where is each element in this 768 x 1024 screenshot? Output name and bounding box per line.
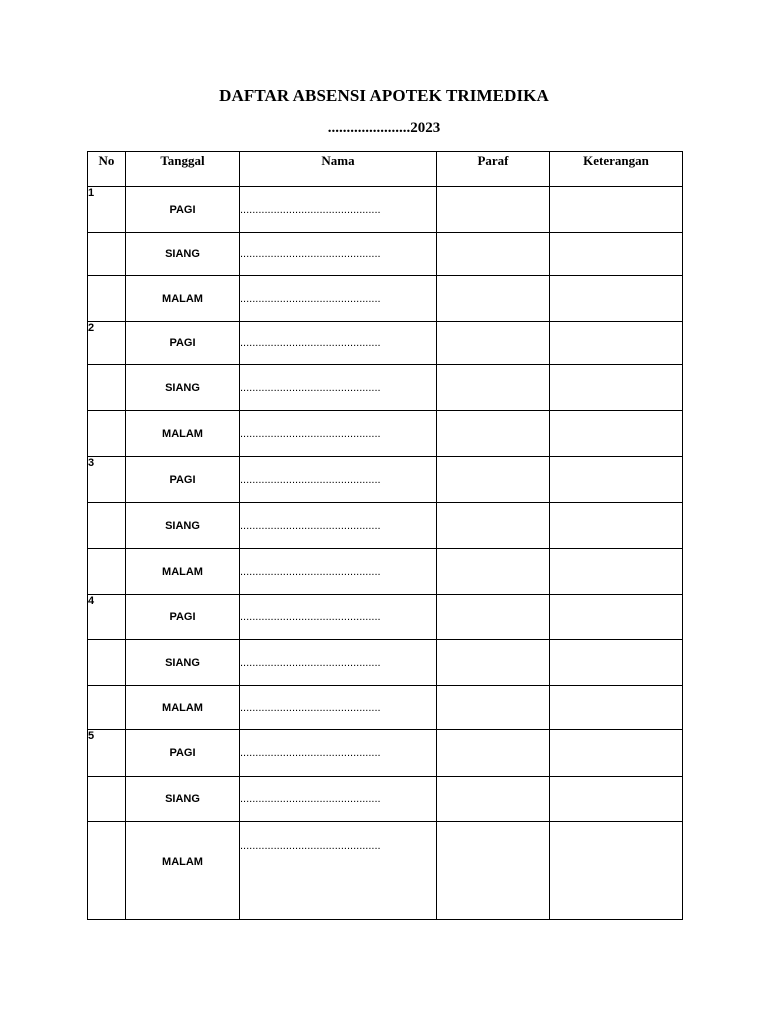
row-number-empty [88,503,126,549]
table-row [88,777,683,822]
keterangan-cell[interactable] [550,686,683,730]
name-field[interactable]: .............................................. [240,411,437,457]
table-row [88,595,683,640]
header-tanggal: Tanggal [126,152,240,187]
row-number-empty [88,822,126,920]
shift-label: SIANG [126,777,240,822]
keterangan-cell[interactable] [550,365,683,411]
name-field[interactable]: .............................................. [240,730,437,777]
paraf-cell[interactable] [437,777,550,822]
name-field[interactable]: .............................................. [240,549,437,595]
keterangan-cell[interactable] [550,777,683,822]
row-number: 3 [88,457,126,503]
name-field[interactable]: .............................................. [240,595,437,640]
header-no: No [88,152,126,187]
name-field[interactable]: .............................................. [240,365,437,411]
keterangan-cell[interactable] [550,549,683,595]
table-row [88,503,683,549]
paraf-cell[interactable] [437,411,550,457]
keterangan-cell[interactable] [550,457,683,503]
row-number-empty [88,276,126,322]
paraf-cell[interactable] [437,503,550,549]
shift-label: PAGI [126,322,240,365]
table-row [88,187,683,233]
row-number: 2 [88,322,126,365]
keterangan-cell[interactable] [550,233,683,276]
table-row [88,411,683,457]
header-paraf: Paraf [437,152,550,187]
paraf-cell[interactable] [437,730,550,777]
shift-label: SIANG [126,233,240,276]
table-row [88,549,683,595]
name-field[interactable]: .............................................. [240,822,437,920]
keterangan-cell[interactable] [550,322,683,365]
header-keterangan: Keterangan [550,152,683,187]
paraf-cell[interactable] [437,322,550,365]
document-period: ......................2023 [327,120,441,136]
row-number: 1 [88,187,126,233]
table-row [88,730,683,777]
keterangan-cell[interactable] [550,595,683,640]
paraf-cell[interactable] [437,822,550,920]
name-field[interactable]: .............................................. [240,187,437,233]
row-number: 4 [88,595,126,640]
paraf-cell[interactable] [437,549,550,595]
paraf-cell[interactable] [437,686,550,730]
row-number-empty [88,777,126,822]
keterangan-cell[interactable] [550,730,683,777]
shift-label: PAGI [126,595,240,640]
keterangan-cell[interactable] [550,411,683,457]
keterangan-cell[interactable] [550,822,683,920]
row-number-empty [88,640,126,686]
paraf-cell[interactable] [437,457,550,503]
header-nama: Nama [240,152,437,187]
shift-label: MALAM [126,411,240,457]
shift-label: PAGI [126,187,240,233]
paraf-cell[interactable] [437,595,550,640]
shift-label: MALAM [126,549,240,595]
keterangan-cell[interactable] [550,276,683,322]
row-number: 5 [88,730,126,777]
paraf-cell[interactable] [437,640,550,686]
row-number-empty [88,365,126,411]
table-header-row [88,152,683,187]
paraf-cell[interactable] [437,233,550,276]
paraf-cell[interactable] [437,365,550,411]
name-field[interactable]: .............................................. [240,322,437,365]
table-row [88,457,683,503]
name-field[interactable]: .............................................. [240,686,437,730]
row-number-empty [88,686,126,730]
table-row [88,322,683,365]
paraf-cell[interactable] [437,276,550,322]
name-field[interactable]: .............................................. [240,640,437,686]
paraf-cell[interactable] [437,187,550,233]
row-number-empty [88,549,126,595]
table-row [88,365,683,411]
table-row [88,822,683,920]
table-row [88,233,683,276]
keterangan-cell[interactable] [550,640,683,686]
row-number-empty [88,233,126,276]
shift-label: SIANG [126,503,240,549]
document-title: DAFTAR ABSENSI APOTEK TRIMEDIKA [219,86,549,105]
name-field[interactable]: .............................................. [240,457,437,503]
table-row [88,640,683,686]
keterangan-cell[interactable] [550,187,683,233]
table-row [88,276,683,322]
shift-label: PAGI [126,457,240,503]
shift-label: SIANG [126,365,240,411]
table-row [88,686,683,730]
name-field[interactable]: .............................................. [240,777,437,822]
name-field[interactable]: .............................................. [240,233,437,276]
name-field[interactable]: .............................................. [240,503,437,549]
shift-label: MALAM [126,276,240,322]
attendance-table [87,151,683,920]
shift-label: MALAM [126,822,240,920]
keterangan-cell[interactable] [550,503,683,549]
shift-label: PAGI [126,730,240,777]
name-field[interactable]: .............................................. [240,276,437,322]
shift-label: MALAM [126,686,240,730]
row-number-empty [88,411,126,457]
shift-label: SIANG [126,640,240,686]
